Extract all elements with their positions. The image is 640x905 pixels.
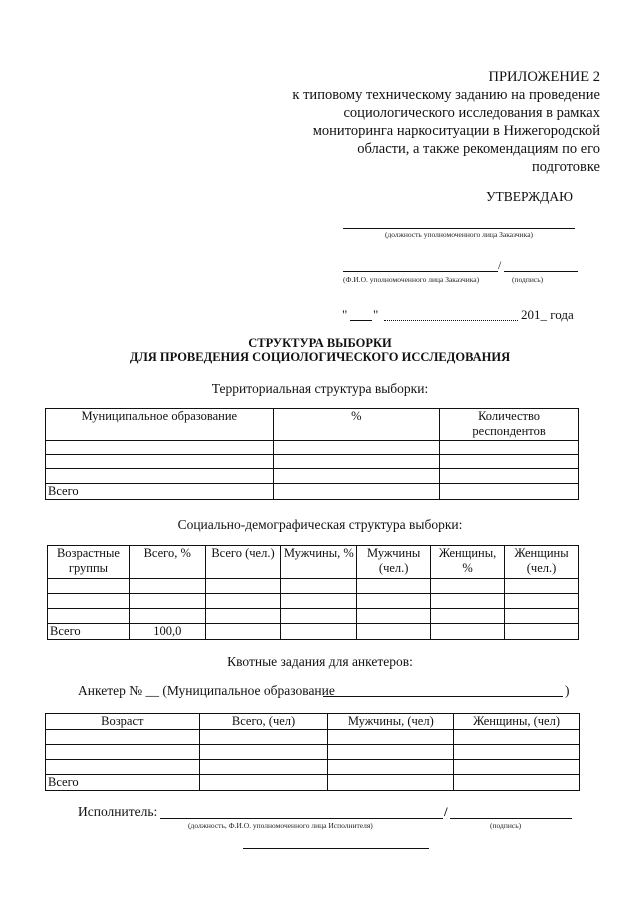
table-row bbox=[48, 609, 579, 624]
header-total: Всего, (чел) bbox=[199, 714, 328, 730]
appendix-line: социологического исследования в рамках bbox=[343, 105, 600, 121]
slash: / bbox=[498, 258, 502, 272]
header-women: Женщины, (чел) bbox=[454, 714, 580, 730]
approve-label: УТВЕРЖДАЮ bbox=[486, 189, 574, 204]
territorial-table bbox=[45, 408, 579, 500]
position-line bbox=[343, 220, 575, 229]
table-row bbox=[46, 745, 580, 760]
total-percent: 100,0 bbox=[129, 624, 205, 640]
signature-caption: (подпись) bbox=[512, 275, 544, 284]
header-age: Возраст bbox=[46, 714, 200, 730]
appendix-line: к типовому техническому заданию на проведение bbox=[292, 87, 600, 103]
table-row bbox=[46, 469, 579, 484]
total-label: Всего bbox=[46, 484, 274, 500]
quota-caption: Квотные задания для анкетеров: bbox=[227, 654, 413, 669]
total-label: Всего bbox=[48, 624, 130, 640]
table-row bbox=[46, 484, 579, 500]
header-municipality: Муниципальное образование bbox=[46, 409, 274, 441]
quota-table bbox=[45, 713, 580, 791]
header-respondents: Количество респондентов bbox=[440, 409, 579, 441]
interviewer-label: Анкетер № __ (Муниципальное образование bbox=[78, 683, 335, 698]
executor-label: Исполнитель: bbox=[78, 804, 158, 819]
header-age-groups: Возрастные группы bbox=[48, 546, 130, 579]
executor-position-caption: (должность, Ф.И.О. уполномоченного лица Исполнителя) bbox=[188, 821, 373, 830]
table-row bbox=[48, 594, 579, 609]
municipality-line bbox=[323, 690, 563, 697]
doc-title-line1: СТРУКТУРА ВЫБОРКИ bbox=[248, 336, 392, 350]
date-year: 201_ года bbox=[521, 307, 574, 322]
appendix-line: подготовке bbox=[532, 159, 600, 175]
header-men-people: Мужчины (чел.) bbox=[357, 546, 431, 579]
doc-title-line2: ДЛЯ ПРОВЕДЕНИЯ СОЦИОЛОГИЧЕСКОГО ИССЛЕДОВАНИЯ bbox=[129, 350, 511, 364]
table-row bbox=[46, 775, 580, 791]
header-total-people: Всего (чел.) bbox=[205, 546, 281, 579]
interviewer-close: ) bbox=[565, 683, 570, 698]
header-total-percent: Всего, % bbox=[129, 546, 205, 579]
appendix-line: области, а также рекомендациям по его bbox=[357, 141, 600, 157]
header-women-percent: Женщины, % bbox=[431, 546, 505, 579]
date-day-line bbox=[350, 312, 372, 321]
name-line bbox=[343, 263, 498, 272]
signature-line bbox=[504, 263, 578, 272]
date-close-quote: " bbox=[373, 307, 379, 322]
table-row bbox=[46, 455, 579, 469]
header-percent: % bbox=[273, 409, 440, 441]
slash: / bbox=[444, 804, 448, 819]
date-open-quote: " bbox=[342, 307, 348, 322]
name-caption: (Ф.И.О. уполномоченного лица Заказчика) bbox=[343, 275, 480, 284]
bottom-line bbox=[243, 840, 429, 849]
executor-position-line bbox=[160, 810, 443, 819]
header-men: Мужчины, (чел) bbox=[328, 714, 454, 730]
territorial-caption: Территориальная структура выборки: bbox=[211, 381, 429, 396]
demographic-table bbox=[47, 545, 579, 640]
header-men-percent: Мужчины, % bbox=[281, 546, 357, 579]
table-row bbox=[46, 441, 579, 455]
table-row bbox=[48, 624, 579, 640]
table-row bbox=[46, 760, 580, 775]
appendix-line: мониторинга наркоситуации в Нижегородской bbox=[312, 123, 600, 139]
table-row bbox=[46, 730, 580, 745]
date-month-line bbox=[384, 314, 518, 321]
total-label: Всего bbox=[46, 775, 200, 791]
appendix-title: ПРИЛОЖЕНИЕ 2 bbox=[488, 69, 600, 85]
table-row bbox=[48, 579, 579, 594]
position-caption: (должность уполномоченного лица Заказчика) bbox=[384, 230, 534, 239]
header-women-people: Женщины (чел.) bbox=[505, 546, 579, 579]
demographic-caption: Социально-демографическая структура выборки: bbox=[177, 517, 463, 532]
executor-signature-caption: (подпись) bbox=[490, 821, 522, 830]
executor-signature-line bbox=[450, 810, 572, 819]
